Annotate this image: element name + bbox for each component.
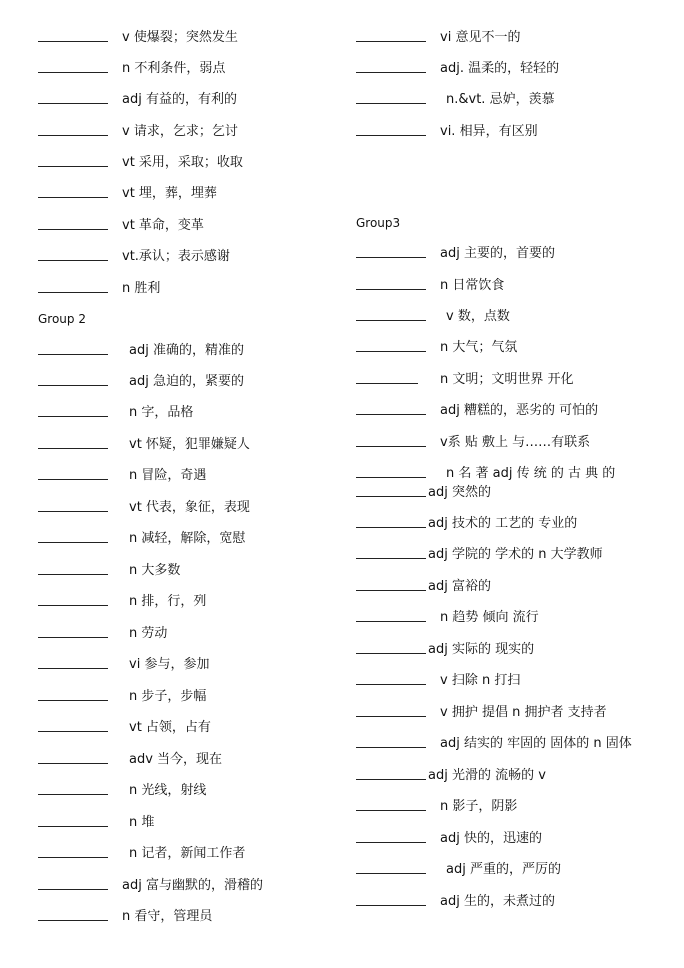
definition-text: n 趋势 倾向 流行 [440, 610, 539, 625]
vocab-row [38, 61, 338, 81]
answer-blank[interactable] [38, 72, 108, 73]
definition-text: n 胜利 [122, 281, 161, 296]
group-3-heading: Group3 [356, 216, 401, 230]
vocab-row [38, 815, 338, 835]
answer-blank[interactable] [38, 700, 108, 701]
definition-text: adv 当今，现在 [129, 752, 223, 767]
definition-text: adj 急迫的，紧要的 [129, 374, 244, 389]
definition-text: v 使爆裂；突然发生 [122, 30, 238, 45]
answer-blank[interactable] [38, 260, 108, 261]
definition-text: n 步子，步幅 [129, 689, 207, 704]
vocab-row [356, 403, 676, 423]
vocab-row [38, 155, 338, 175]
definition-text: n 文明；文明世界 开化 [440, 372, 574, 387]
vocab-row [38, 594, 338, 614]
vocab-row [38, 500, 338, 520]
vocab-row [356, 246, 676, 266]
vocab-row [38, 218, 338, 238]
definition-text: v 数，点数 [446, 309, 510, 324]
answer-blank[interactable] [356, 383, 418, 384]
answer-blank[interactable] [38, 763, 108, 764]
vocab-row [356, 124, 676, 144]
definition-text: n 名 著 adj 传 统 的 古 典 的 [446, 466, 616, 481]
definition-text: vi. 相异，有区别 [440, 124, 538, 139]
vocab-row [38, 343, 338, 363]
definition-text: n 大多数 [129, 563, 181, 578]
vocab-row [38, 92, 338, 112]
vocab-row [356, 61, 676, 81]
definition-text: adj 技术的 工艺的 专业的 [428, 516, 578, 531]
answer-blank[interactable] [356, 684, 426, 685]
answer-blank[interactable] [38, 103, 108, 104]
definition-text: adj 严重的，严厉的 [446, 862, 561, 877]
vocab-row [38, 752, 338, 772]
answer-blank[interactable] [38, 292, 108, 293]
answer-blank[interactable] [356, 810, 426, 811]
answer-blank[interactable] [356, 873, 426, 874]
answer-blank[interactable] [356, 747, 426, 748]
definition-text: vt 埋，葬，埋葬 [122, 186, 217, 201]
answer-blank[interactable] [356, 103, 426, 104]
definition-text: n 影子，阴影 [440, 799, 518, 814]
definition-text: n 不利条件，弱点 [122, 61, 226, 76]
definition-text: vt 采用，采取；收取 [122, 155, 243, 170]
definition-text: adj 快的，迅速的 [440, 831, 542, 846]
definition-text: n 冒险，奇遇 [129, 468, 207, 483]
vocab-row [38, 563, 338, 583]
vocab-row [356, 894, 676, 914]
answer-blank[interactable] [38, 637, 108, 638]
answer-blank[interactable] [356, 496, 426, 497]
answer-blank[interactable] [38, 605, 108, 606]
answer-blank[interactable] [356, 135, 426, 136]
definition-text: adj 生的，未煮过的 [440, 894, 555, 909]
vocab-row [38, 846, 338, 866]
answer-blank[interactable] [38, 41, 108, 42]
definition-text: adj 实际的 现实的 [428, 642, 535, 657]
vocab-row [38, 909, 338, 929]
answer-blank[interactable] [38, 857, 108, 858]
definition-text: adj 光滑的 流畅的 v [428, 768, 546, 783]
definition-text: adj. 温柔的，轻轻的 [440, 61, 560, 76]
definition-text: v 扫除 n 打扫 [440, 673, 521, 688]
vocab-row [38, 468, 338, 488]
definition-text: adj 富裕的 [428, 579, 491, 594]
answer-blank[interactable] [38, 889, 108, 890]
definition-text: n 日常饮食 [440, 278, 505, 293]
answer-blank[interactable] [38, 354, 108, 355]
vocab-row [356, 485, 676, 505]
group-2-heading: Group 2 [38, 312, 86, 326]
answer-blank[interactable] [38, 920, 108, 921]
answer-blank[interactable] [356, 590, 426, 591]
answer-blank[interactable] [356, 842, 426, 843]
definition-text: vt.承认；表示感谢 [122, 249, 230, 264]
answer-blank[interactable] [356, 320, 426, 321]
vocab-row [38, 783, 338, 803]
answer-blank[interactable] [356, 779, 426, 780]
definition-text: n.&vt. 忌妒，羡慕 [446, 92, 555, 107]
answer-blank[interactable] [356, 716, 426, 717]
definition-text: adj 准确的，精准的 [129, 343, 244, 358]
answer-blank[interactable] [356, 289, 426, 290]
vocab-row [38, 689, 338, 709]
definition-text: adj 结实的 牢固的 固体的 n 固体 [440, 736, 632, 751]
answer-blank[interactable] [38, 448, 108, 449]
definition-text: n 记者，新闻工作者 [129, 846, 246, 861]
answer-blank[interactable] [356, 653, 426, 654]
answer-blank[interactable] [356, 558, 426, 559]
vocab-row [38, 281, 338, 301]
definition-text: adj 学院的 学术的 n 大学教师 [428, 547, 603, 562]
answer-blank[interactable] [38, 135, 108, 136]
definition-text: v 拥护 提倡 n 拥护者 支持者 [440, 705, 607, 720]
answer-blank[interactable] [38, 511, 108, 512]
vocab-row [356, 642, 676, 662]
answer-blank[interactable] [38, 731, 108, 732]
answer-blank[interactable] [38, 542, 108, 543]
vocab-row [38, 186, 338, 206]
vocab-row [38, 531, 338, 551]
answer-blank[interactable] [38, 479, 108, 480]
vocab-row [356, 547, 676, 567]
vocab-row [38, 405, 338, 425]
answer-blank[interactable] [356, 527, 426, 528]
vocab-row [356, 516, 676, 536]
answer-blank[interactable] [38, 385, 108, 386]
vocab-row [356, 579, 676, 599]
vocab-row [356, 435, 676, 455]
vocab-row [356, 610, 676, 630]
definition-text: adj 突然的 [428, 485, 491, 500]
answer-blank[interactable] [356, 41, 426, 42]
definition-text: n 劳动 [129, 626, 168, 641]
vocab-row [38, 657, 338, 677]
vocab-row [356, 340, 676, 360]
definition-text: adj 有益的，有利的 [122, 92, 237, 107]
vocab-row [356, 799, 676, 819]
vocab-row [356, 30, 676, 50]
definition-text: adj 糟糕的，恶劣的 可怕的 [440, 403, 599, 418]
vocab-row [38, 374, 338, 394]
vocab-row [38, 626, 338, 646]
answer-blank[interactable] [38, 197, 108, 198]
definition-text: vt 革命，变革 [122, 218, 204, 233]
vocab-row [356, 768, 676, 788]
answer-blank[interactable] [356, 257, 426, 258]
answer-blank[interactable] [38, 166, 108, 167]
definition-text: n 大气；气氛 [440, 340, 518, 355]
vocab-row [38, 878, 338, 898]
definition-text: vt 占领，占有 [129, 720, 211, 735]
definition-text: v系 贴 敷上 与……有联系 [440, 435, 591, 450]
answer-blank[interactable] [356, 621, 426, 622]
answer-blank[interactable] [38, 794, 108, 795]
definition-text: n 堆 [129, 815, 155, 830]
answer-blank[interactable] [38, 229, 108, 230]
vocab-row [356, 278, 676, 298]
answer-blank[interactable] [356, 414, 426, 415]
definition-text: vi 参与，参加 [129, 657, 210, 672]
vocab-row [356, 673, 676, 693]
definition-text: n 减轻，解除，宽慰 [129, 531, 246, 546]
definition-text: v 请求，乞求；乞讨 [122, 124, 238, 139]
vocab-row [356, 92, 676, 112]
vocab-row [356, 705, 676, 725]
answer-blank[interactable] [38, 574, 108, 575]
definition-text: n 看守，管理员 [122, 909, 213, 924]
answer-blank[interactable] [38, 826, 108, 827]
definition-text: n 排，行，列 [129, 594, 207, 609]
definition-text: adj 富与幽默的，滑稽的 [122, 878, 263, 893]
definition-text: n 光线，射线 [129, 783, 207, 798]
vocab-row [38, 249, 338, 269]
answer-blank[interactable] [38, 668, 108, 669]
definition-text: vt 代表，象征，表现 [129, 500, 250, 515]
definition-text: vi 意见不一的 [440, 30, 521, 45]
definition-text: adj 主要的，首要的 [440, 246, 555, 261]
definition-text: vt 怀疑，犯罪嫌疑人 [129, 437, 250, 452]
answer-blank[interactable] [356, 351, 426, 352]
answer-blank[interactable] [38, 416, 108, 417]
vocab-row [356, 736, 676, 756]
vocab-row [356, 862, 676, 882]
vocab-row [38, 720, 338, 740]
answer-blank[interactable] [356, 446, 426, 447]
vocab-row [38, 30, 338, 50]
answer-blank[interactable] [356, 905, 426, 906]
answer-blank[interactable] [356, 72, 426, 73]
definition-text: n 字，品格 [129, 405, 194, 420]
answer-blank[interactable] [356, 477, 426, 478]
vocab-row [356, 466, 676, 486]
vocab-row [356, 309, 676, 329]
vocab-row [356, 831, 676, 851]
vocab-row [38, 124, 338, 144]
vocab-row [356, 372, 676, 392]
vocab-row [38, 437, 338, 457]
